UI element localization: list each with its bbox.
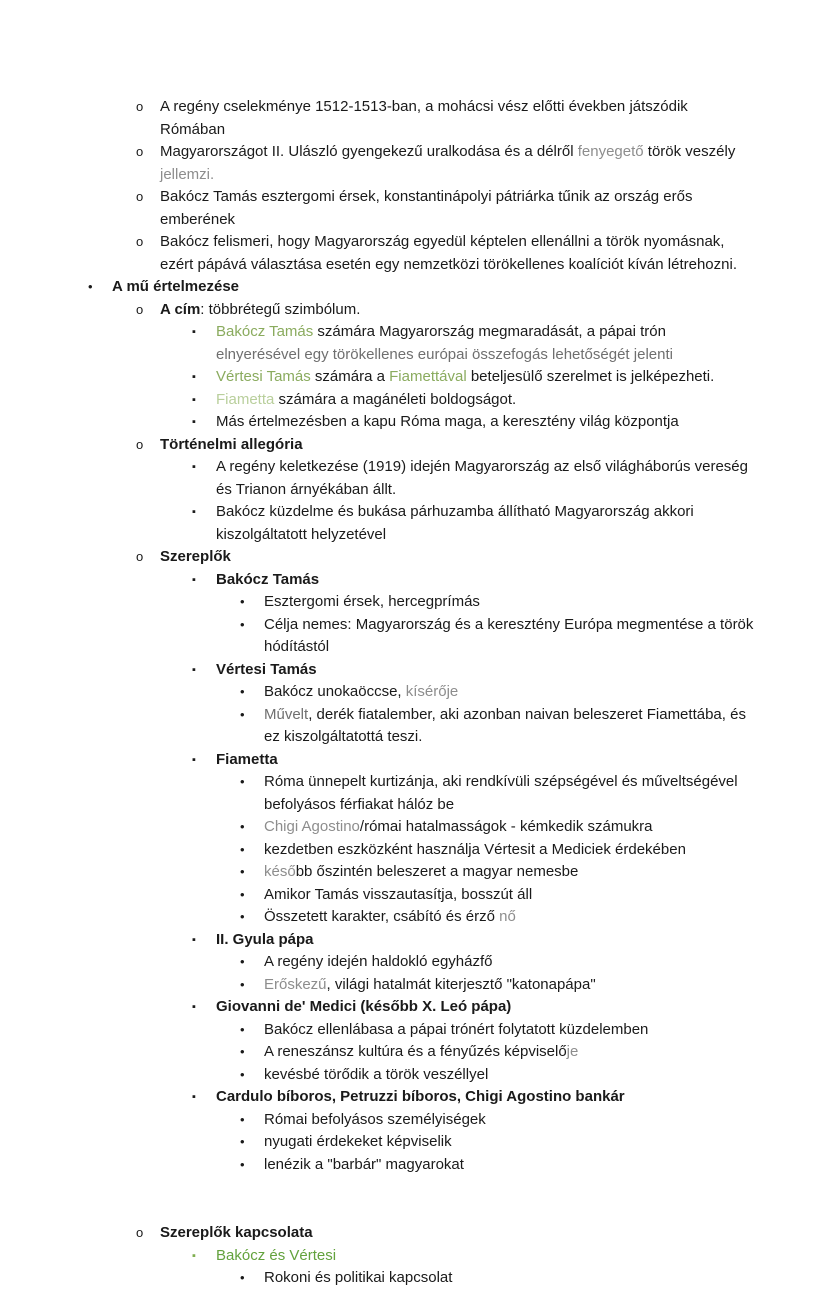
text-fragment-faded: elnyerésével egy törökellenes európai összefogás lehetőségét jelenti [216,345,673,363]
bullet-level4-icon: • [240,684,245,699]
character-name: Giovanni de' Medici (később X. Leó pápa) [216,998,512,1015]
character-trait [40,1154,788,1177]
trait-text [264,974,788,997]
character-heading [40,749,788,772]
list-item-line: Rómában [160,120,226,138]
text-fragment: Magyarországot II. Ulászló gyengekezű uralkodása és a délről [160,143,578,160]
bullet-level3-icon: ▪ [192,461,196,473]
intro-list [40,96,788,276]
character-trait [40,591,788,614]
trait-text [264,1041,788,1064]
bullet-level2-icon: o [136,436,144,452]
bullet-level4-icon: • [240,1111,245,1127]
relationship-pair-heading [40,1245,788,1268]
bullet-level4-icon: • [240,1021,245,1037]
list-item [40,411,788,434]
bullet-level4-icon: • [240,1156,245,1172]
bullet-level2-icon: o [136,99,144,114]
trait-text: kevésbé törődik a török veszéllyel [264,1065,489,1083]
trait-text: Esztergomi érsek, hercegprímás [264,593,480,610]
trait-text [264,906,788,929]
character-heading [40,659,788,682]
section-characters-heading [40,546,788,569]
trait-text [264,816,788,839]
character-trait [40,614,788,659]
character-trait [40,906,788,929]
character-trait [40,884,788,907]
bullet-level1-icon: • [88,279,93,294]
list-item [40,96,788,141]
subsection-title [40,299,788,322]
list-item-text [160,96,768,141]
subsection-title-text [160,299,788,322]
relationship-pair-name: Bakócz és Vértesi [216,1246,337,1264]
trait-text [264,704,788,749]
bullet-level3-icon: ▪ [192,933,196,946]
character-trait [40,839,788,862]
list-item-text [160,231,768,276]
list-item [40,321,788,366]
text-fragment: számára Magyarország megmaradását, a pápai trón [313,323,666,340]
list-item [40,186,788,231]
bullet-level2-icon: o [136,234,144,249]
bullet-level3-icon: ▪ [192,753,196,766]
subsection-historical-allegory-heading [40,434,788,457]
bullet-level3-icon: ▪ [192,326,196,338]
text-fragment: A reneszánsz kultúra és a fényűzés képviselő [264,1043,567,1060]
trait-line: befolyásos férfiakat hálóz be [264,795,455,813]
bullet-level2-icon: o [136,1225,144,1240]
character-trait [40,1064,788,1087]
text-fragment: Összetett karakter, csábító és érző [264,908,500,925]
bullet-level3-icon: ▪ [192,416,196,428]
character-trait [40,1019,788,1042]
trait-line: hódítástól [264,638,330,655]
list-item-line: ezért pápává választása esetén egy nemzetközi törökellenes koalíciót kíván létrehozni. [160,255,737,273]
text-fragment: , világi hatalmát kiterjesztő "katonapápa" [326,975,596,993]
bullet-level3-icon: ▪ [192,1091,196,1103]
section-heading-text: Szereplők [160,548,231,565]
trait-text [264,681,788,704]
list-item-line: kiszolgáltatott helyzetével [216,525,387,543]
list-item-line: Bakócz küzdelme és bukása párhuzamba állítható Magyarország akkori [216,503,694,520]
bullet-level3-icon: ▪ [192,393,196,406]
trait-text [264,771,788,816]
text-fragment-faded: Chigi Agostino [264,818,360,835]
list-item-text [216,321,788,366]
list-item-text [160,186,768,231]
character-trait [40,816,788,839]
text-fragment-faded: je [566,1043,579,1060]
bullet-level3-icon: ▪ [192,663,196,676]
bullet-level4-icon: • [240,706,245,722]
text-fragment: /római hatalmasságok - kémkedik számukra [359,818,653,835]
relationship-detail [40,1267,788,1290]
trait-text: kezdetben eszközként használja Vértesit a Mediciek érdekében [264,840,686,858]
text-fragment: török veszély [643,143,736,160]
bullet-level3-icon: ▪ [192,573,196,586]
trait-text: A regény idején haldokló egyházfő [264,953,493,970]
text-fragment: Bakócz unokaöccse, [264,683,406,700]
list-item [40,501,788,546]
bullet-level3-icon: ▪ [192,1249,196,1262]
character-heading [40,1086,788,1109]
character-trait [40,1131,788,1154]
bullet-level4-icon: • [240,976,245,992]
list-item-line: és Trianon árnyékában állt. [216,480,397,498]
list-item-text [216,366,788,389]
character-trait [40,681,788,704]
text-fragment: számára a magánéleti boldogságot. [274,390,517,408]
text-fragment-faded: kísérője [405,683,459,700]
character-name: II. Gyula pápa [216,930,314,948]
trait-line: ez kiszolgáltatottá teszi. [264,728,423,745]
text-fragment: számára a [310,368,390,385]
character-trait [40,861,788,884]
bullet-level4-icon: • [240,774,245,789]
bullet-level4-icon: • [240,594,245,609]
section-relationships-heading [40,1222,788,1245]
bullet-level4-icon: • [240,1270,245,1285]
bullet-level4-icon: • [240,1134,245,1149]
list-item-text [160,141,768,186]
list-item-text: Más értelmezésben a kapu Róma maga, a keresztény világ központja [216,413,679,430]
list-item [40,389,788,412]
character-trait [40,1041,788,1064]
trait-text: lenézik a "barbár" magyarokat [264,1155,464,1173]
list-item-line: A regény keletkezése (1919) idején Magyarország az első világháborús vereség [216,458,748,475]
bullet-level4-icon: • [240,841,245,857]
trait-text: Római befolyásos személyiségek [264,1110,486,1128]
list-item-line: Bakócz felismeri, hogy Magyarország egyedül képtelen ellenállni a török nyomásnak, [160,233,725,250]
list-item-line: A regény cselekménye 1512-1513-ban, a mohácsi vész előtti években játszódik [160,98,688,115]
text-fragment-faded: Erőskezű [264,975,327,993]
text-fragment-faded: nő [499,908,516,925]
bullet-level4-icon: • [240,954,245,969]
list-item [40,231,788,276]
subsection-label: A cím [160,300,201,318]
list-item-line: emberének [160,210,236,228]
trait-text [264,614,788,659]
bullet-level3-icon: ▪ [192,371,196,383]
subsection-rest: : többrétegű szimbólum. [200,300,361,318]
bullet-level2-icon: o [136,549,144,564]
bullet-level4-icon: • [240,1066,245,1082]
bullet-level4-icon: • [240,819,245,834]
list-item-text [216,501,788,546]
subsection-heading-text: Történelmi allegória [160,435,303,453]
trait-line: Róma ünnepelt kurtizánja, aki rendkívüli szépségével és műveltségével [264,773,738,790]
bullet-level3-icon: ▪ [192,506,196,518]
bullet-level3-icon: ▪ [192,1001,196,1013]
bullet-level4-icon: • [240,616,245,632]
section-interpretation-heading [40,276,788,299]
list-item-line: Bakócz Tamás esztergomi érsek, konstantinápolyi pátriárka tűnik az ország erős [160,188,693,205]
character-trait [40,704,788,749]
character-heading [40,569,788,592]
text-fragment: bb őszintén beleszeret a magyar nemesbe [295,863,579,880]
relationship-detail-text: Rokoni és politikai kapcsolat [264,1269,453,1286]
character-trait [40,951,788,974]
bullet-level4-icon: • [240,886,245,902]
character-name: Fiametta [216,750,278,768]
trait-text: Bakócz ellenlábasa a pápai trónért folytatott küzdelemben [264,1020,649,1038]
text-fragment: beteljesülő szerelmet is jelképezheti. [466,368,715,385]
list-item [40,366,788,389]
character-trait [40,974,788,997]
section-heading-text: Szereplők kapcsolata [160,1224,313,1241]
character-name-green: Vértesi Tamás [216,368,311,385]
trait-text: Amikor Tamás visszautasítja, bosszút áll [264,885,533,903]
character-name: Vértesi Tamás [216,660,317,678]
text-fragment-faded: Művelt [264,705,309,723]
bullet-level2-icon: o [136,301,144,317]
trait-text [264,861,788,884]
text-fragment: , derék fiatalember, aki azonban naivan beleszeret Fiamettába, és [308,705,746,723]
list-item-text [216,456,788,501]
section-spacer [40,1176,788,1222]
list-item [40,141,788,186]
character-heading [40,929,788,952]
trait-line: Célja nemes: Magyarország és a keresztény Európa megmentése a török [264,615,754,633]
bullet-level2-icon: o [136,189,144,204]
list-item-text [216,389,788,412]
character-heading [40,996,788,1019]
bullet-level4-icon: • [240,864,245,879]
section-heading-text: A mű értelmezése [112,278,240,295]
trait-text: nyugati érdekeket képviselik [264,1133,452,1150]
character-name-green-pale: Fiametta [216,390,275,408]
character-name-green: Fiamettával [389,368,467,385]
character-name-green: Bakócz Tamás [216,323,314,340]
text-fragment-faded: jellemzi. [160,165,215,183]
character-name: Cardulo bíboros, Petruzzi bíboros, Chigi Agostino bankár [216,1088,625,1105]
list-item [40,456,788,501]
bullet-level2-icon: o [136,144,144,159]
text-fragment-faded: késő [264,863,296,880]
character-trait [40,771,788,816]
bullet-level4-icon: • [240,909,245,924]
text-fragment-faded: fenyegető [577,143,644,160]
character-name: Bakócz Tamás [216,570,320,588]
character-trait [40,1109,788,1132]
bullet-level4-icon: • [240,1044,245,1059]
